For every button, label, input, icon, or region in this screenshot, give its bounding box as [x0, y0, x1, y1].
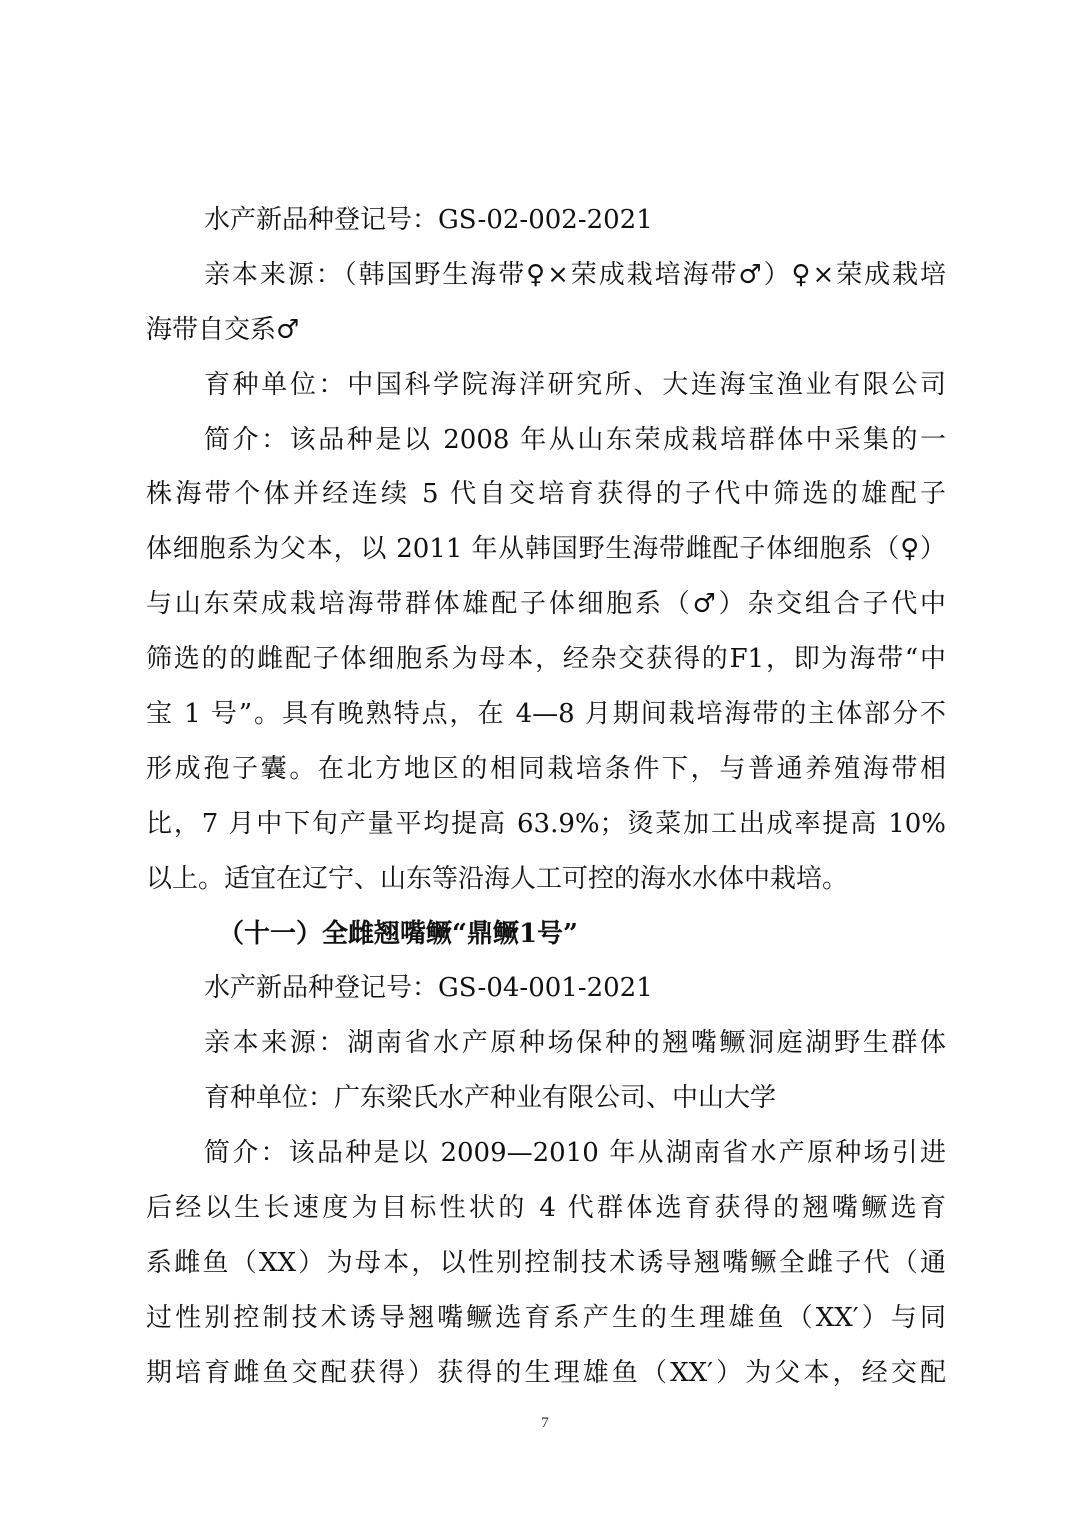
- parent-source-line: 亲本来源：湖南省水产原种场保种的翘嘴鳜洞庭湖野生群体: [204, 1028, 946, 1059]
- page-number: 7: [541, 1415, 549, 1431]
- breeder-unit-line: 育种单位：广东梁氏水产种业有限公司、中山大学: [204, 1083, 777, 1114]
- intro-line: 以上。适宜在辽宁、山东等沿海人工可控的海水水体中栽培。: [146, 863, 849, 894]
- page-body: [146, 193, 946, 1401]
- intro-line: 筛选的的雌配子体细胞系为母本，经杂交获得的F1，即为海带“中: [146, 644, 946, 675]
- intro-line: 系雌鱼（XX）为母本，以性别控制技术诱导翘嘴鳜全雌子代（通: [146, 1247, 946, 1278]
- intro-line: 形成孢子囊。在北方地区的相同栽培条件下，与普通养殖海带相: [146, 753, 946, 784]
- intro-line: 过性别控制技术诱导翘嘴鳜选育系产生的生理雄鱼（XX′）与同: [146, 1302, 946, 1333]
- parent-source-line: 海带自交系♂: [146, 314, 300, 345]
- intro-line: 株海带个体并经连续 5 代自交培育获得的子代中筛选的雄配子: [146, 479, 946, 510]
- intro-line: 简介：该品种是以 2009—2010 年从湖南省水产原种场引进: [204, 1138, 946, 1169]
- breeder-unit-line: 育种单位：中国科学院海洋研究所、大连海宝渔业有限公司: [204, 369, 946, 400]
- intro-line: 后经以生长速度为目标性状的 4 代群体选育获得的翘嘴鳜选育: [146, 1193, 946, 1224]
- registration-number-line: 水产新品种登记号：GS-04-001-2021: [204, 973, 653, 1004]
- intro-line: 宝 1 号”。具有晚熟特点，在 4—8 月期间栽培海带的主体部分不: [146, 699, 946, 730]
- registration-number-line: 水产新品种登记号：GS-02-002-2021: [204, 205, 653, 235]
- intro-line: 体细胞系为父本，以 2011 年从韩国野生海带雌配子体细胞系（♀）: [146, 534, 946, 565]
- intro-line: 期培育雌鱼交配获得）获得的生理雄鱼（XX′）为父本，经交配: [146, 1357, 946, 1388]
- parent-source-line: 亲本来源：（韩国野生海带♀×荣成栽培海带♂）♀×荣成栽培: [204, 259, 946, 290]
- intro-line: 比，7 月中下旬产量平均提高 63.9%；烫菜加工出成率提高 10%: [146, 808, 946, 839]
- intro-line: 与山东荣成栽培海带群体雄配子体细胞系（♂）杂交组合子代中: [146, 589, 946, 620]
- intro-line: 简介：该品种是以 2008 年从山东荣成栽培群体中采集的一: [204, 424, 946, 455]
- section-heading: （十一）全雌翘嘴鳜“鼎鳜1号”: [218, 918, 579, 949]
